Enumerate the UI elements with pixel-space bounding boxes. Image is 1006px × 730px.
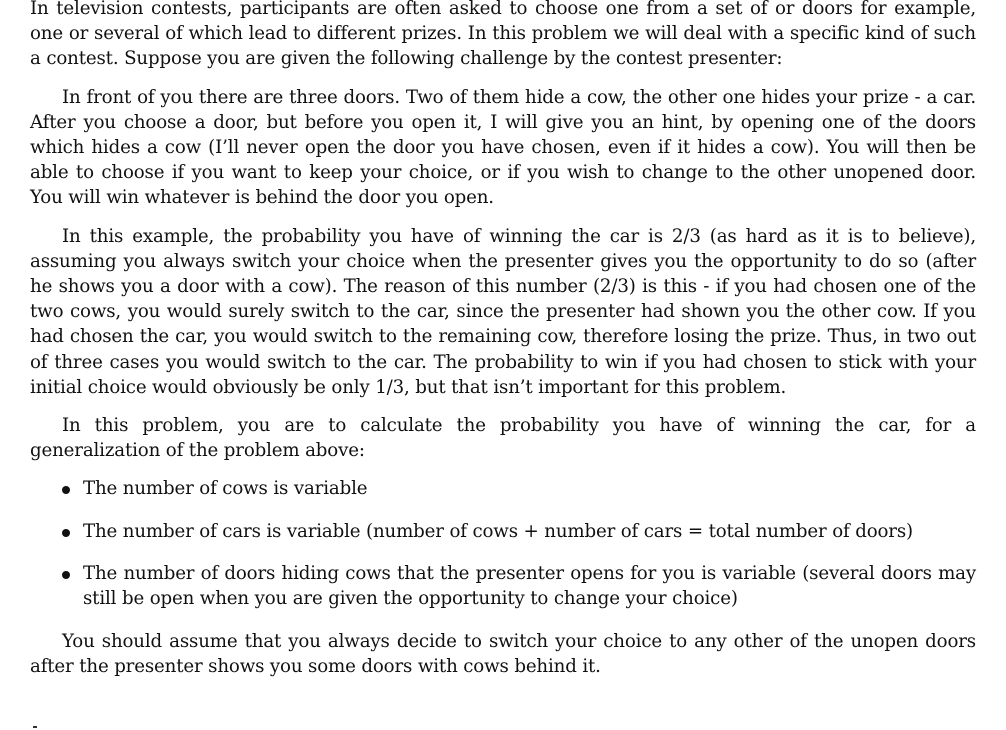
list-item: The number of doors hiding cows that the presenter opens for you is variable (several doors may still be open when you are given the opportunity to change your choice): [30, 561, 976, 611]
bullet-icon: [62, 529, 70, 537]
intro-paragraph: In television contests, participants are often asked to choose one from a set of or doors for example, one or several of which lead to different prizes. In this problem we will deal with a specific kind of such a contest. Suppose you are given the following challenge by the contest presenter:: [30, 0, 976, 70]
generalization-list: [30, 476, 976, 611]
example-paragraph: In this example, the probability you have of winning the car is 2/3 (as hard as it is to believe), assuming you always switch your choice when the presenter gives you the opportunity to do so (after he shows you a door with a cow). The reason of this number (2/3) is this - if you had chosen one of the two cows, you would surely switch to the car, since the presenter had shown you the other cow. If you had chosen the car, you would switch to the remaining cow, therefore losing the prize. Thus, in two out of three cases you would switch to the car. The probability to win if you had chosen to stick with your initial choice would obviously be only 1/3, but that isn’t important for this problem.: [30, 225, 976, 398]
challenge-paragraph: In front of you there are three doors. Two of them hide a cow, the other one hides your prize - a car. After you choose a door, but before you open it, I will give you an hint, by opening one of the doors which hides a cow (I’ll never open the door you have chosen, even if it hides a cow). You will then be able to choose if you want to keep your choice, or if you wish to change to the other unopened door. You will win whatever is behind the door you open.: [30, 86, 976, 209]
bullet-icon: [62, 571, 70, 579]
list-item: The number of cars is variable (number of cows + number of cars = total number of doors): [30, 519, 976, 544]
closing-paragraph: You should assume that you always decide to switch your choice to any other of the unopen doors after the presenter shows you some doors with cows behind it.: [30, 631, 976, 678]
problem-statement: [30, 0, 976, 693]
generalization-paragraph: In this problem, you are to calculate the probability you have of winning the car, for a generalization of the problem above:: [30, 415, 976, 462]
list-item: The number of cows is variable: [30, 476, 976, 501]
cut-off-text-fragment: [33, 726, 37, 728]
bullet-icon: [62, 486, 70, 494]
